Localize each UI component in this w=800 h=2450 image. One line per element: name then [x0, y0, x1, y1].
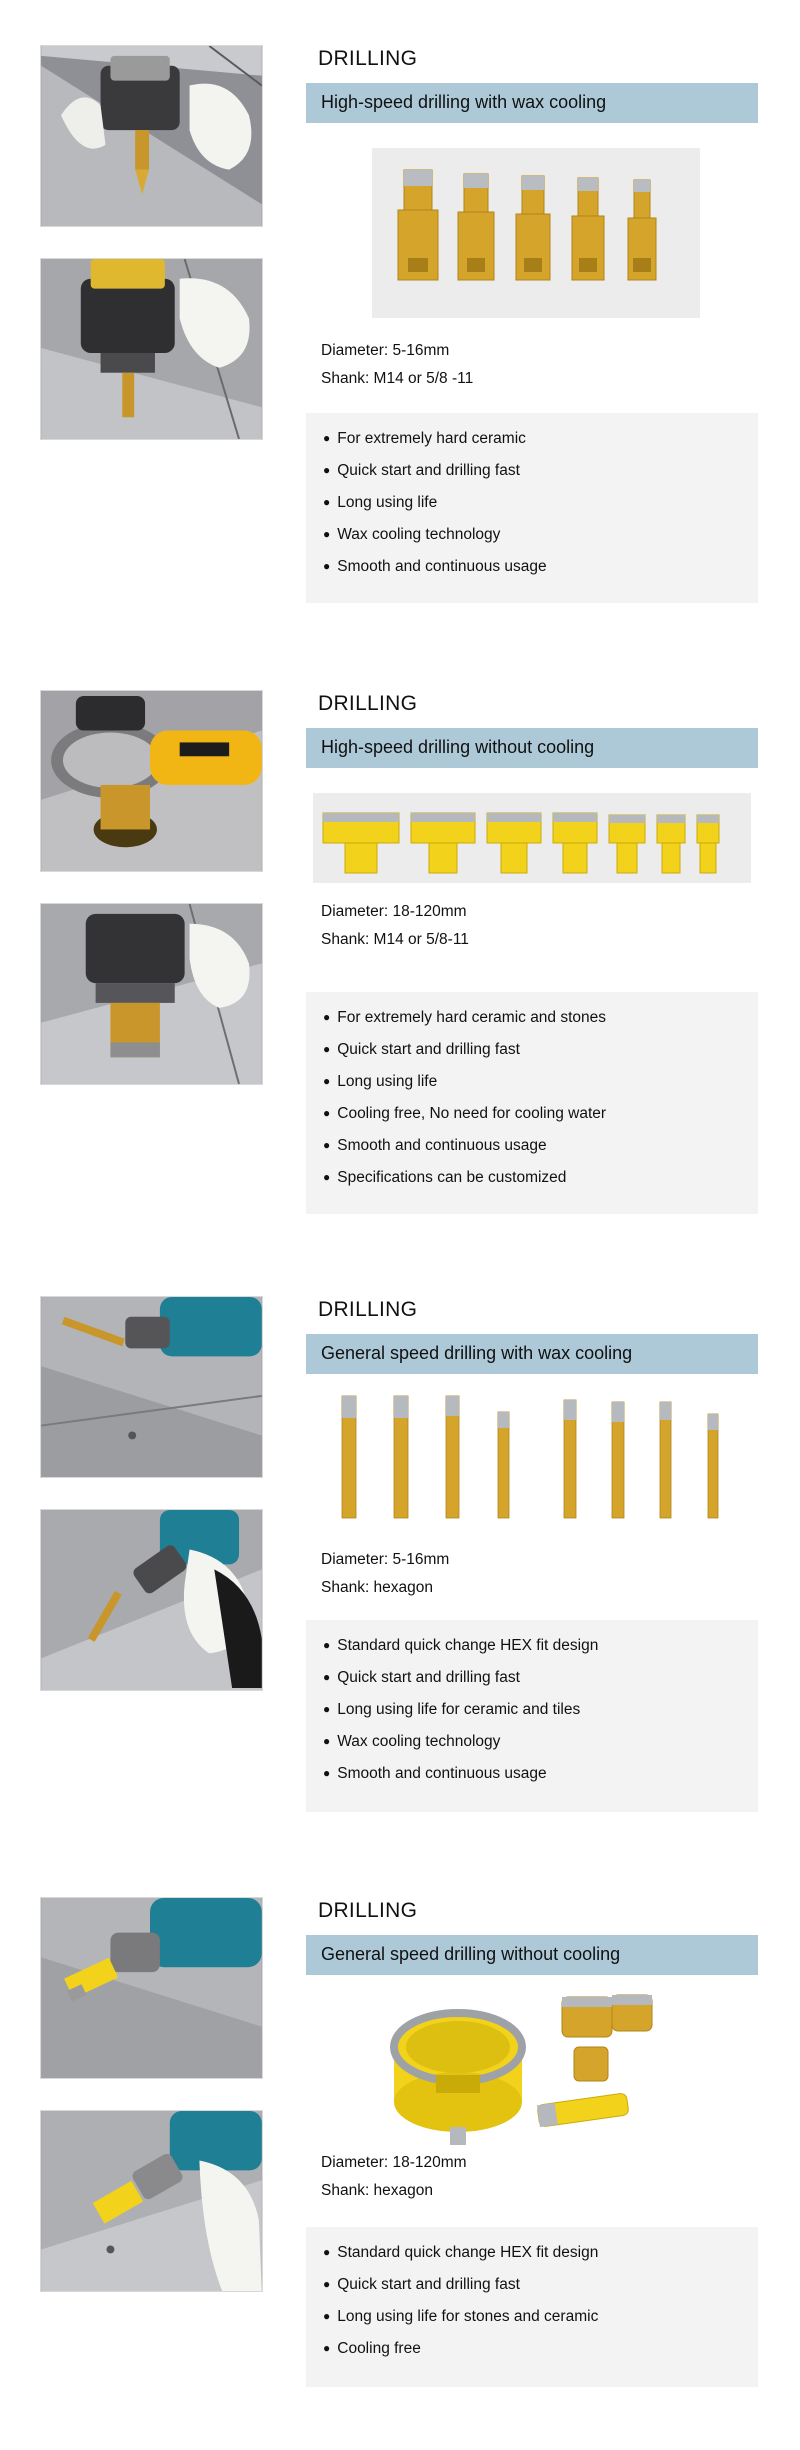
- feature-item: ● Quick start and drilling fast: [323, 2269, 758, 2301]
- section-subtitle-bar: High-speed drilling without cooling: [306, 728, 758, 768]
- spec-diameter: Diameter: 18-120mm: [321, 2154, 467, 2171]
- hex-shank-bits-image: [328, 1388, 748, 1528]
- feature-item: ● Long using life: [323, 1066, 758, 1098]
- dewalt-grinder-core-bit-photo: [40, 690, 263, 872]
- power-drill-hex-bit-photo: [40, 1296, 263, 1478]
- feature-item: ● Cooling free: [323, 2333, 758, 2365]
- section-subtitle-bar: High-speed drilling with wax cooling: [306, 83, 758, 123]
- product-section-4: [0, 1897, 800, 2450]
- feature-item: ● Smooth and continuous usage: [323, 1758, 758, 1790]
- feature-item: ● Specifications can be customized: [323, 1162, 758, 1194]
- spec-diameter: Diameter: 18-120mm: [321, 903, 467, 920]
- spec-shank: Shank: hexagon: [321, 2182, 434, 2199]
- section-heading: DRILLING: [318, 1298, 418, 1321]
- spec-diameter: Diameter: 5-16mm: [321, 342, 450, 359]
- feature-item: ● Long using life for stones and ceramic: [323, 2301, 758, 2333]
- feature-list: [306, 2227, 758, 2387]
- spec-shank: Shank: M14 or 5/8-11: [321, 931, 469, 948]
- angle-grinder-drilling-photo: [40, 45, 263, 227]
- spec-shank: Shank: M14 or 5/8 -11: [321, 370, 474, 387]
- feature-item: ● Smooth and continuous usage: [323, 1130, 758, 1162]
- yellow-hex-core-bits-image: [388, 1987, 668, 2147]
- feature-list: [306, 1620, 758, 1812]
- feature-list: [306, 413, 758, 603]
- spec-shank: Shank: hexagon: [321, 1579, 434, 1596]
- feature-item: ● Cooling free, No need for cooling water: [323, 1098, 758, 1130]
- spec-diameter: Diameter: 5-16mm: [321, 1551, 450, 1568]
- feature-item: ● Long using life for ceramic and tiles: [323, 1694, 758, 1726]
- section-heading: DRILLING: [318, 1899, 418, 1922]
- power-drill-yellow-bit-closeup-photo: [40, 2110, 263, 2292]
- grinder-core-bit-closeup-photo: [40, 903, 263, 1085]
- product-section-2: [0, 690, 800, 1290]
- angle-grinder-drilling-closeup-photo: [40, 258, 263, 440]
- feature-item: ● Quick start and drilling fast: [323, 1034, 758, 1066]
- section-heading: DRILLING: [318, 692, 418, 715]
- feature-item: ● Smooth and continuous usage: [323, 551, 758, 583]
- product-section-3: [0, 1296, 800, 1896]
- power-drill-hex-bit-closeup-photo: [40, 1509, 263, 1691]
- feature-item: ● For extremely hard ceramic and stones: [323, 1002, 758, 1034]
- power-drill-yellow-bit-photo: [40, 1897, 263, 2079]
- section-subtitle-bar: General speed drilling without cooling: [306, 1935, 758, 1975]
- section-heading: DRILLING: [318, 47, 418, 70]
- feature-list: [306, 992, 758, 1214]
- feature-item: ● For extremely hard ceramic: [323, 423, 758, 455]
- product-section-1: [0, 45, 800, 645]
- feature-item: ● Quick start and drilling fast: [323, 455, 758, 487]
- yellow-core-bits-image: [313, 793, 751, 883]
- feature-item: ● Quick start and drilling fast: [323, 1662, 758, 1694]
- feature-item: ● Wax cooling technology: [323, 1726, 758, 1758]
- section-subtitle-bar: General speed drilling with wax cooling: [306, 1334, 758, 1374]
- feature-item: ● Wax cooling technology: [323, 519, 758, 551]
- feature-item: ● Long using life: [323, 487, 758, 519]
- feature-item: ● Standard quick change HEX fit design: [323, 2237, 758, 2269]
- gold-core-bits-image: [372, 148, 700, 318]
- feature-item: ● Standard quick change HEX fit design: [323, 1630, 758, 1662]
